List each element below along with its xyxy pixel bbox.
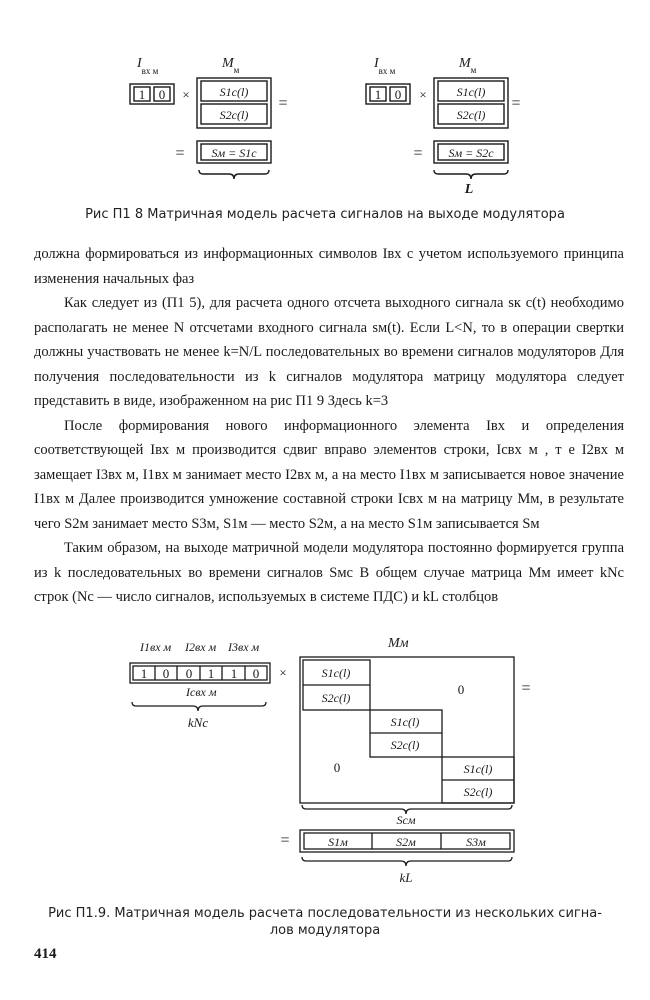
fig18-left-v1: 0 [158, 87, 166, 102]
fig18-right-v1: 0 [394, 87, 402, 102]
fig18-right-equals2: = [413, 145, 423, 162]
fig18-left-result-text: Sм = S1c [211, 146, 257, 160]
fig19-b3-row1: S1c(l) [463, 762, 493, 776]
paragraph-3: После формирования нового информационного элемента Iвх и определения соответствующей Iвх м производится сдвиг вправо элементов строки, Icвх м , т е I2вх м замещает I3вх м, I1вх м занимает место I2вх м, а на место I1вх м записывается новое значение I1вх м Далее производится умножение составной строки Icвх м на матрицу Mм, в результате чего S2м занимает место S3м, S1м — место S2м, а на место S1м записывается Sм [34, 417, 624, 532]
fig19-b1-row1: S1c(l) [321, 666, 351, 680]
fig19-caption-line1: Рис П1.9. Матричная модель расчета последовательности из нескольких сигна- [48, 906, 602, 921]
body-text [34, 242, 624, 610]
paragraph-4: Таким образом, на выходе матричной модели модулятора постоянно формируется группа из k последовательных во времени сигналов Sмc В общем случае матрица Mм имеет kNc строк (Nc — число сигналов, используемых в системе ПДС) и kL столбцов [34, 540, 624, 605]
fig18-left-row2: S2c(l) [219, 108, 249, 122]
fig19-v1: 0 [162, 666, 170, 681]
paragraph-1: должна формироваться из информационных символов Iвх с учетом используемого принципа изменения начальных фаз [34, 246, 624, 287]
fig19-vector-label: Icвх м [186, 685, 217, 699]
fig18-right-matrix-label: $M_м$ [459, 56, 477, 75]
fig19-label-i2: I2вх м [185, 640, 217, 654]
fig18-right-equals: = [511, 95, 521, 112]
fig18-right-times: × [419, 87, 427, 102]
fig18-left-equals: = [278, 95, 288, 112]
fig19-label-i1: I1вх м [140, 640, 172, 654]
fig19-result-s3: S3м [466, 835, 486, 849]
fig19-v4: 1 [230, 666, 238, 681]
fig19-equals2: = [280, 832, 290, 849]
fig18-right-brace [434, 170, 508, 179]
fig18-right-vector-label: $I_{вх м}$ [374, 56, 396, 76]
fig18-right-v0: 1 [374, 87, 382, 102]
paragraph-2: Как следует из (П1 5), для расчета одного отсчета выходного сигнала sк с(t) необходимо располагать не менее N отсчетами входного сигнала sм(t). Если L<N, то в операции свертки должны участвовать не менее k=N/L последовательных во времени сигналов модуляторов Для получения последовательности из k сигналов модулятора матрицу модулятора следует представить в виде, изображенном на рис П1 9 Здесь k=3 [34, 295, 624, 409]
fig19-matrix-brace-label: Scм [396, 813, 416, 827]
fig19-v3: 1 [207, 666, 215, 681]
fig19-result-brace [302, 857, 512, 866]
fig19-zero-upper: 0 [457, 682, 465, 697]
fig19-b1-row2: S2c(l) [321, 691, 351, 705]
fig18-right-row1: S1c(l) [456, 85, 486, 99]
figure-p1-9 [0, 625, 650, 905]
fig18-left-brace [199, 170, 269, 179]
page-number: 414 [34, 946, 57, 962]
fig18-left-matrix-label: $M_м$ [222, 56, 240, 75]
fig19-vector-brace [132, 702, 266, 711]
fig18-caption: Рис П1 8 Матричная модель расчета сигналов на выходе модулятора [85, 207, 565, 222]
fig19-matrix-label: Mм [388, 636, 409, 651]
fig18-right-formula [366, 56, 521, 197]
fig19-b2-row1: S1c(l) [390, 715, 420, 729]
fig18-left-equals2: = [175, 145, 185, 162]
figure-p1-8 [0, 0, 650, 205]
fig19-equals: = [521, 680, 531, 697]
fig19-v5: 0 [252, 666, 260, 681]
fig19-v0: 1 [140, 666, 148, 681]
fig18-left-formula [130, 56, 288, 179]
fig18-left-times: × [182, 87, 190, 102]
fig19-result-brace-label: kL [399, 870, 413, 885]
fig19-times: × [279, 665, 287, 680]
fig18-left-vector-label: $I_{вх м}$ [137, 56, 159, 76]
fig18-left-v0: 1 [138, 87, 146, 102]
fig19-result-s1: S1м [328, 835, 348, 849]
fig18-right-row2: S2c(l) [456, 108, 486, 122]
fig18-right-result-text: Sм = S2c [448, 146, 494, 160]
fig19-result-s2: S2м [396, 835, 416, 849]
fig18-right-brace-label: L [464, 182, 474, 197]
fig19-zero-lower: 0 [333, 760, 341, 775]
fig19-label-i3: I3вх м [228, 640, 260, 654]
fig19-brace-label: kNc [187, 715, 209, 730]
fig19-v2: 0 [185, 666, 193, 681]
fig19-b2-row2: S2c(l) [390, 738, 420, 752]
fig19-caption-line2: лов модулятора [269, 923, 381, 938]
fig19-b3-row2: S2c(l) [463, 785, 493, 799]
fig18-left-row1: S1c(l) [219, 85, 249, 99]
